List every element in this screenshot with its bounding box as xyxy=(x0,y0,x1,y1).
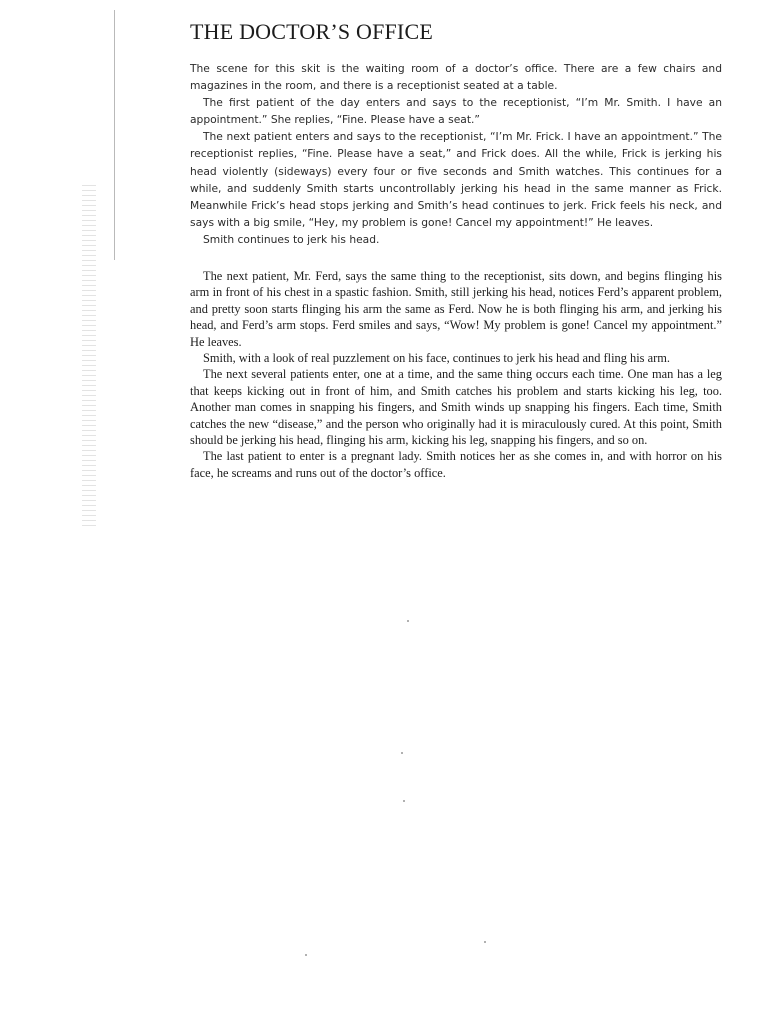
text-block-upper xyxy=(190,60,722,248)
paragraph: The next several patients enter, one at a time, and the same thing occurs each time. One man has a leg that keeps kicking out in front of him, and Smith catches his problem and starts kicking his leg, too. Another man comes in snapping his fingers, and Smith winds up snapping his fingers. Each time, Smith catches the new “disease,” and the person who originally had it is miraculously cured. At this point, Smith should be jerking his head, flinging his arm, kicking his leg, snapping his fingers, and so on. xyxy=(190,367,722,448)
scan-edge-line xyxy=(114,10,115,260)
paragraph: Smith continues to jerk his head. xyxy=(203,232,380,246)
text-block-lower xyxy=(190,268,722,481)
scan-dot xyxy=(305,954,307,956)
paragraph: The scene for this skit is the waiting room of a doctor’s office. There are a few chairs and magazines in the room, and there is a receptionist seated at a table. xyxy=(190,62,722,93)
scan-dot xyxy=(407,620,409,622)
paragraph: The last patient to enter is a pregnant lady. Smith notices her as she comes in, and with horror on his face, he screams and runs out of the doctor’s office. xyxy=(190,449,722,480)
page-title: THE DOCTOR’S OFFICE xyxy=(190,19,433,44)
scan-dot xyxy=(484,941,486,943)
scan-dot xyxy=(403,800,405,802)
paragraph: The next patient enters and says to the receptionist, “I’m Mr. Frick. I have an appointment.” The receptionist replies, “Fine. Please have a seat,” and Frick does. All the while, Frick is jerking his head violently (sideways) every four or five seconds and Smith watches. This continues for a while, and suddenly Smith starts uncontrollably jerking his head in the same manner as Frick. Meanwhile Frick’s head stops jerking and Smith’s head continues to jerk. Frick feels his neck, and says with a big smile, “Hey, my problem is gone! Cancel my appointment!” He leaves. xyxy=(190,130,722,229)
scan-speckle-margin xyxy=(82,185,96,530)
paragraph: The next patient, Mr. Ferd, says the same thing to the receptionist, sits down, and begins flinging his arm in front of his chest in a spastic fashion. Smith, still jerking his head, notices Ferd’s apparent problem, and pretty soon starts flinging his arm the same as Ferd. Now he is both flinging his arm, and jerking his head, and Ferd’s arm stops. Ferd smiles and says, “Wow! My problem is gone! Cancel my appointment.” He leaves. xyxy=(190,269,722,349)
scan-dot xyxy=(401,752,403,754)
paragraph: The first patient of the day enters and says to the receptionist, “I’m Mr. Smith. I have an appointment.” She replies, “Fine. Please have a seat.” xyxy=(190,96,722,127)
paragraph: Smith, with a look of real puzzlement on his face, continues to jerk his head and fling his arm. xyxy=(203,351,670,366)
